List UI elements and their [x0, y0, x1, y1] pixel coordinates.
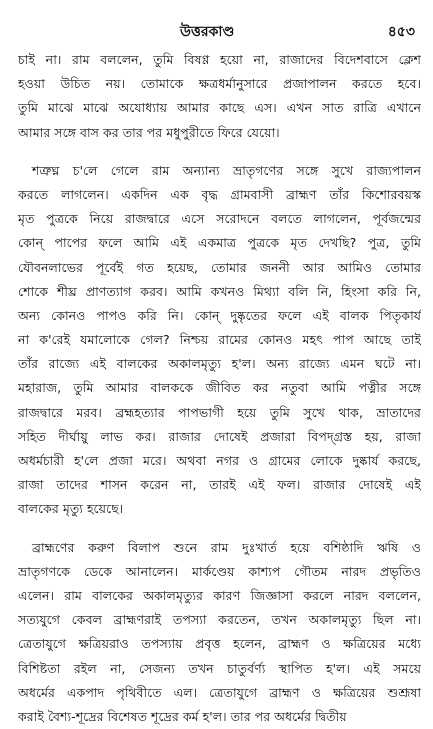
text-line: কোন্‌ পাপের ফলে আমি এই একমাত্র পুত্রকে মৃত দেখছি? পুত্র, তুমি: [18, 235, 421, 251]
text-line: ত্রেতাযুগে ক্ষত্রিয়রাও তপস্যায় প্রবৃত্ত হলেন, ব্রাহ্মণ ও ক্ষত্রিয়ের মধ্যে: [18, 636, 421, 652]
text-line: হওয়া উচিত নয়। তোমাকে ক্ষত্রধর্মানুসারে প্রজাপালন করতে হবে।: [18, 76, 421, 92]
paragraph: [18, 159, 421, 522]
text-line: রাজা তাদের শাসন করেন না, তারই এই ফল। রাজার দোষেই এই: [18, 477, 421, 493]
text-line: করতে লাগলেন। একদিন এক বৃদ্ধ গ্রামবাসী ব্রাহ্মণ তাঁর কিশোরবয়স্ক: [18, 186, 421, 202]
text-line: সহিত দীর্ঘায়ু লাভ কর। রাজার দোষেই প্রজারা বিপদ্‌গ্রস্ত হয়, রাজা: [18, 428, 421, 444]
text-line: মহারাজ, তুমি আমার বালককে জীবিত কর নতুবা আমি পত্নীর সঙ্গে: [18, 380, 421, 396]
text-line: ভ্রাতৃগণকে ডেকে আনালেন। মার্কণ্ডেয় কাশ্যপ গৌতম নারদ প্রভৃতিও: [18, 563, 421, 579]
text-line: তুমি মাঝে মাঝে অযোধ্যায় আমার কাছে এস। এখন সাত রাত্রি এখানে: [18, 100, 421, 116]
text-line: শোকে শীঘ্র প্রাণত্যাগ করব। আমি কখনও মিথ্যা বলি নি, হিংসা করি নি,: [18, 283, 421, 299]
paragraph: [18, 536, 421, 729]
text-line: না ক'রেই যমালোকে গেল? নিশ্চয় রামের কোনও মহৎ পাপ আছে তাই: [18, 332, 421, 348]
text-line: অন্য কোনও পাপও করি নি। কোন্‌ দুষ্কৃতের ফলে এই বালক পিতৃকার্য: [18, 307, 421, 323]
text-line: এলেন। রাম বালকের অকালমৃত্যুর কারণ জিজ্ঞাসা করলে নারদ বললেন,: [18, 587, 421, 603]
text-line: রাজদ্বারে মরব। ব্রহ্মহত্যার পাপভাগী হয়ে তুমি সুখে থাক, ভ্রাতাদের: [18, 404, 421, 420]
text-line: শত্রুঘ্ন চ'লে গেলে রাম অন্যান্য ভ্রাতৃগণের সঙ্গে সুখে রাজ্যপালন: [32, 162, 421, 178]
page-header: [18, 12, 421, 42]
text-line: বিশিষ্টতা রইল না, সেজন্য তখন চাতুর্বর্ণ্য স্থাপিত হ'ল। এই সময়ে: [18, 660, 421, 676]
text-line: তাঁর রাজ্যে এই বালকের অকালমৃত্যু হ'ল। অন্য রাজ্যে এমন ঘটে না।: [18, 356, 421, 372]
text-line: অধর্মের একপাদ পৃথিবীতে এল। ত্রেতাযুগে ব্রাহ্মণ ও ক্ষত্রিয়ের শুশ্রূষা: [18, 684, 421, 700]
text-line: মৃত পুত্রকে নিয়ে রাজদ্বারে এসে সরোদনে বলতে লাগলেন, পূর্বজন্মের: [18, 211, 421, 227]
running-title: উত্তরকাণ্ড: [180, 24, 235, 40]
text-line: সত্যযুগে কেবল ব্রাহ্মণরাই তপস্যা করতেন, তখন অকালমৃত্যু ছিল না।: [18, 612, 421, 628]
text-line: চাই না। রাম বললেন, তুমি বিষণ্ণ হয়ো না, রাজাদের বিদেশবাসে ক্লেশ: [18, 52, 421, 67]
paragraph: [18, 48, 421, 145]
text-line: যৌবনলাভের পূর্বেই গত হয়েছ, তোমার জননী আর আমিও তোমার: [18, 259, 421, 275]
body-text: [18, 48, 421, 729]
text-line: ব্রাহ্মণের করুণ বিলাপ শুনে রাম দুঃখার্ত হয়ে বশিষ্ঠাদি ঋষি ও: [32, 539, 421, 555]
page-number: ৪৫৩: [387, 24, 415, 40]
text-line: করাই বৈশ্য-শূদ্রের বিশেষত শূদ্রের কর্ম হ'ল। তার পর অধর্মের দ্বিতীয়: [18, 708, 347, 724]
text-line: বালকের মৃত্যু হয়েছে।: [18, 501, 124, 517]
text-line: আমার সঙ্গে বাস কর তার পর মধুপুরীতে ফিরে যেয়ো।: [18, 124, 280, 140]
text-line: অধর্মচারী হ'লে প্রজা মরে। অথবা নগর ও গ্রামের লোকে দুষ্কার্য করছে,: [18, 453, 421, 468]
